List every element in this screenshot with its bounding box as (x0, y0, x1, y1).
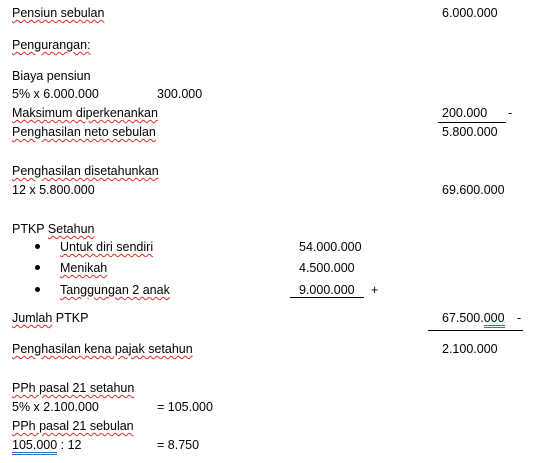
pph-sebulan-label: PPh pasal 21 sebulan (12, 419, 134, 433)
neto-value: 5.800.000 (442, 125, 498, 139)
subtotal-line-3 (428, 330, 523, 331)
pensiun-value: 6.000.000 (442, 6, 498, 20)
pkp-label: Penghasilan kena pajak setahun (12, 342, 193, 356)
ptkp-item-label: Tanggungan 2 anak (60, 283, 170, 297)
disetahunkan-value: 69.600.000 (442, 183, 505, 197)
biaya-pensiun-calc: 5% x 6.000.000 (12, 87, 99, 101)
subtotal-line-2 (290, 297, 364, 298)
ptkp-item-value: 54.000.000 (299, 240, 362, 254)
jumlah-ptkp-value: 67.500.000 (442, 311, 505, 326)
pph-sebulan-calc: 105.000 : 12 (12, 438, 82, 453)
ptkp-item-label: Untuk diri sendiri (60, 240, 154, 254)
maksimum-value: 200.000 (442, 106, 488, 120)
disetahunkan-calc: 12 x 5.800.000 (12, 183, 95, 197)
pph-setahun-value: = 105.000 (157, 400, 213, 414)
bullet-icon (35, 244, 40, 249)
jumlah-ptkp-label: Jumlah PTKP (12, 311, 89, 325)
neto-label: Penghasilan neto sebulan (12, 125, 156, 139)
ptkp-item-value: 4.500.000 (299, 261, 355, 275)
ptkp-item-value: 9.000.000 (299, 283, 355, 297)
biaya-pensiun-label: Biaya pensiun (12, 69, 91, 83)
bullet-icon (35, 265, 40, 270)
biaya-pensiun-value: 300.000 (157, 87, 203, 101)
pengurangan-heading: Pengurangan: (12, 38, 91, 52)
subtract-sign-1: - (508, 106, 513, 120)
pkp-value: 2.100.000 (442, 342, 498, 356)
pph-sebulan-value: = 8.750 (157, 438, 200, 452)
pph-setahun-calc: 5% x 2.100.000 (12, 400, 99, 414)
pph-setahun-label: PPh pasal 21 setahun (12, 381, 135, 395)
maksimum-label: Maksimum diperkenankan (12, 106, 158, 120)
pensiun-label: Pensiun sebulan (12, 6, 105, 20)
ptkp-item-label: Menikah (60, 261, 108, 275)
subtotal-line-1 (438, 122, 506, 123)
ptkp-heading: PTKP Setahun (12, 222, 95, 236)
bullet-icon (35, 287, 40, 292)
subtract-sign-2: - (517, 311, 522, 325)
add-sign: + (371, 283, 379, 297)
disetahunkan-label: Penghasilan disetahunkan (12, 164, 159, 178)
